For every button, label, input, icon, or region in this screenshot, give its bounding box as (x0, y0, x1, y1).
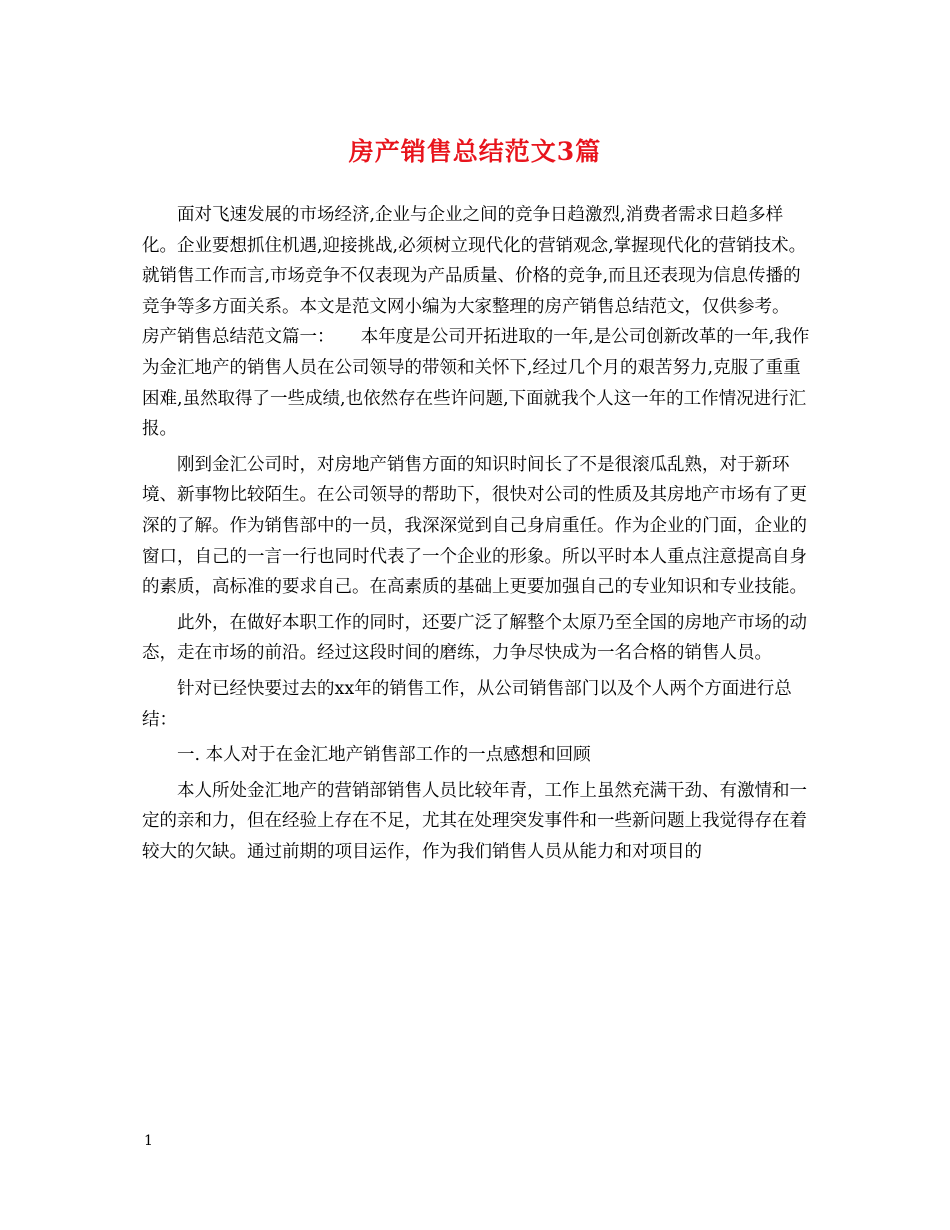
document-title: 房产销售总结范文3篇 (348, 137, 602, 166)
paragraph-section-one-start: 房产销售总结范文篇一： 本年度是公司开拓进取的一年,是公司创新改革的一年,我作为金汇地产的销售人员在公司领导的带领和关怀下,经过几个月的艰苦努力,克服了重重困难,虽然取得了一些成绩,也依然存在些许问题,下面就我个人这一年的工作情况进行汇报。 (142, 327, 810, 440)
document-body (142, 200, 814, 867)
page-number: 1 (144, 1133, 153, 1149)
paragraph-arrival: 刚到金汇公司时，对房地产销售方面的知识时间长了不是很滚瓜乱熟，对于新环境、新事物比较陌生。在公司领导的帮助下，很快对公司的性质及其房地产市场有了更深的了解。作为销售部中的一员，我深深觉到自己身肩重任。作为企业的门面，企业的窗口，自己的一言一行也同时代表了一个企业的形象。所以平时本人重点注意提高自身的素质，高标准的要求自己。在高素质的基础上更要加强自己的专业知识和专业技能。 (142, 454, 807, 598)
paragraph-summary-intro: 针对已经快要过去的xx年的销售工作，从公司销售部门以及个人两个方面进行总结： (142, 678, 792, 730)
section-heading-one: 一. 本人对于在金汇地产销售部工作的一点感想和回顾 (177, 745, 591, 766)
paragraph-team-experience: 本人所处金汇地产的营销部销售人员比较年青，工作上虽然充满干劲、有激情和一定的亲和力，但在经验上存在不足，尤其在处理突发事件和一些新问题上我觉得存在着较大的欠缺。通过前期的项目运作，作为我们销售人员从能力和对项目的 (142, 780, 807, 862)
paragraph-market-trends: 此外，在做好本职工作的同时，还要广泛了解整个太原乃至全国的房地产市场的动态，走在市场的前沿。经过这段时间的磨练，力争尽快成为一名合格的销售人员。 (142, 612, 807, 664)
paragraph-intro: 面对飞速发展的市场经济,企业与企业之间的竞争日趋激烈,消费者需求日趋多样化。企业要想抓住机遇,迎接挑战,必须树立现代化的营销观念,掌握现代化的营销技术。就销售工作而言,市场竞争不仅表现为产品质量、价格的竞争,而且还表现为信息传播的竞争等多方面关系。本文是范文网小编为大家整理的房产销售总结范文，仅供参考。 (142, 205, 807, 317)
